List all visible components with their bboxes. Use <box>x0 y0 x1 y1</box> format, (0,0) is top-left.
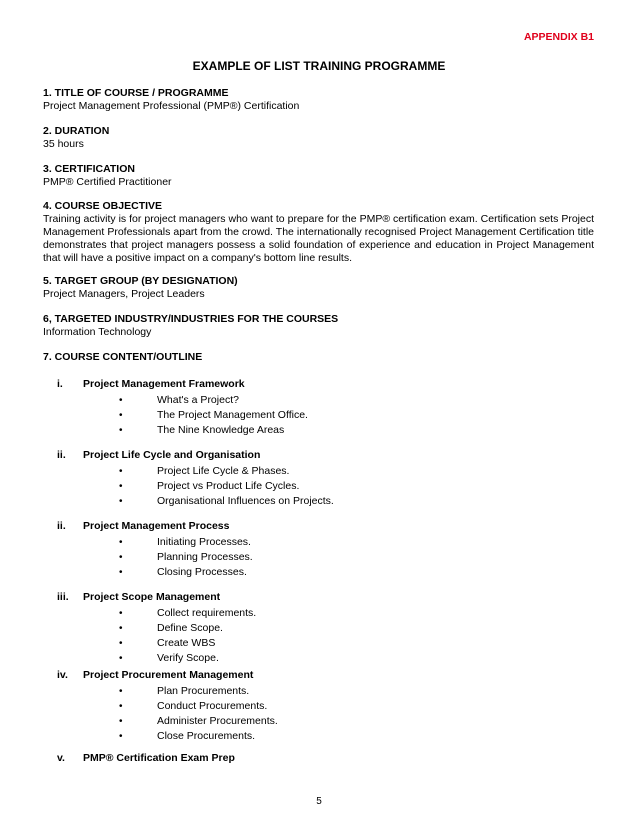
bullet-icon: • <box>119 466 123 477</box>
bullet-icon: • <box>119 623 123 634</box>
outline-module <box>43 378 594 438</box>
list-item: • Plan Procurements. <box>119 685 250 697</box>
list-item: • Organisational Influences on Projects. <box>119 495 334 507</box>
appendix-label: APPENDIX B1 <box>523 31 594 43</box>
section-course-objective <box>43 200 594 265</box>
list-item: • Define Scope. <box>119 622 223 634</box>
section-text: Information Technology <box>43 326 152 338</box>
list-item: • The Nine Knowledge Areas <box>119 424 285 436</box>
section-course-title <box>43 87 594 113</box>
section-text: Project Management Professional (PMP®) Certification <box>43 100 300 112</box>
document-title: EXAMPLE OF LIST TRAINING PROGRAMME <box>192 59 446 73</box>
module-numeral: iii. <box>57 591 69 603</box>
module-title: PMP® Certification Exam Prep <box>83 752 235 764</box>
module-numeral: i. <box>57 378 63 390</box>
module-title: Project Management Framework <box>83 378 245 390</box>
list-item: • Project vs Product Life Cycles. <box>119 480 300 492</box>
bullet-icon: • <box>119 608 123 619</box>
list-item: • Project Life Cycle & Phases. <box>119 465 290 477</box>
section-course-content <box>43 351 594 364</box>
section-heading: 2. DURATION <box>43 125 110 137</box>
section-text: PMP® Certified Practitioner <box>43 176 172 188</box>
bullet-icon: • <box>119 567 123 578</box>
bullet-icon: • <box>119 410 123 421</box>
module-title: Project Procurement Management <box>83 669 254 681</box>
module-title: Project Life Cycle and Organisation <box>83 449 261 461</box>
outline-module <box>43 669 594 744</box>
bullet-icon: • <box>119 425 123 436</box>
list-item: • Verify Scope. <box>119 652 219 664</box>
list-item: • Initiating Processes. <box>119 536 251 548</box>
module-numeral: ii. <box>57 520 66 532</box>
list-item: • Create WBS <box>119 637 216 649</box>
section-text: 35 hours <box>43 138 84 150</box>
section-targeted-industry <box>43 313 594 339</box>
section-target-group <box>43 275 594 301</box>
outline-module <box>43 591 594 666</box>
list-item: • Close Procurements. <box>119 730 256 742</box>
section-heading: 6, TARGETED INDUSTRY/INDUSTRIES FOR THE COURSES <box>43 313 339 325</box>
section-heading: 3. CERTIFICATION <box>43 163 135 175</box>
section-duration <box>43 125 594 151</box>
list-item: • The Project Management Office. <box>119 409 308 421</box>
module-numeral: ii. <box>57 449 66 461</box>
objective-paragraph: Training activity is for project managers who want to prepare for the PMP® certification exam. Certification sets Project Management Professionals apart from the crowd. The internationally recognised Project Management Certification title demonstrates that project managers possess a solid foundation of experience and education in Project Management that will have a positive impact on a company's bottom line results. <box>43 213 594 264</box>
module-numeral: v. <box>57 752 65 764</box>
section-heading: 4. COURSE OBJECTIVE <box>43 200 163 212</box>
module-title: Project Scope Management <box>83 591 221 603</box>
list-item: • Closing Processes. <box>119 566 247 578</box>
section-certification <box>43 163 594 189</box>
section-heading: 7. COURSE CONTENT/OUTLINE <box>43 351 203 363</box>
section-heading: 5. TARGET GROUP (BY DESIGNATION) <box>43 275 238 287</box>
list-item: • Collect requirements. <box>119 607 257 619</box>
section-text: Project Managers, Project Leaders <box>43 288 205 300</box>
bullet-icon: • <box>119 686 123 697</box>
bullet-icon: • <box>119 716 123 727</box>
module-numeral: iv. <box>57 669 68 681</box>
bullet-icon: • <box>119 537 123 548</box>
outline-module <box>43 520 594 580</box>
list-item: • Conduct Procurements. <box>119 700 268 712</box>
page-number: 5 <box>316 796 322 807</box>
list-item: • What's a Project? <box>119 394 239 406</box>
module-title: Project Management Process <box>83 520 230 532</box>
bullet-icon: • <box>119 731 123 742</box>
bullet-icon: • <box>119 701 123 712</box>
outline-module <box>43 752 594 765</box>
bullet-icon: • <box>119 638 123 649</box>
bullet-icon: • <box>119 395 123 406</box>
bullet-icon: • <box>119 496 123 507</box>
outline-module <box>43 449 594 509</box>
list-item: • Planning Processes. <box>119 551 253 563</box>
bullet-icon: • <box>119 653 123 664</box>
bullet-icon: • <box>119 481 123 492</box>
section-heading: 1. TITLE OF COURSE / PROGRAMME <box>43 87 229 99</box>
list-item: • Administer Procurements. <box>119 715 278 727</box>
bullet-icon: • <box>119 552 123 563</box>
